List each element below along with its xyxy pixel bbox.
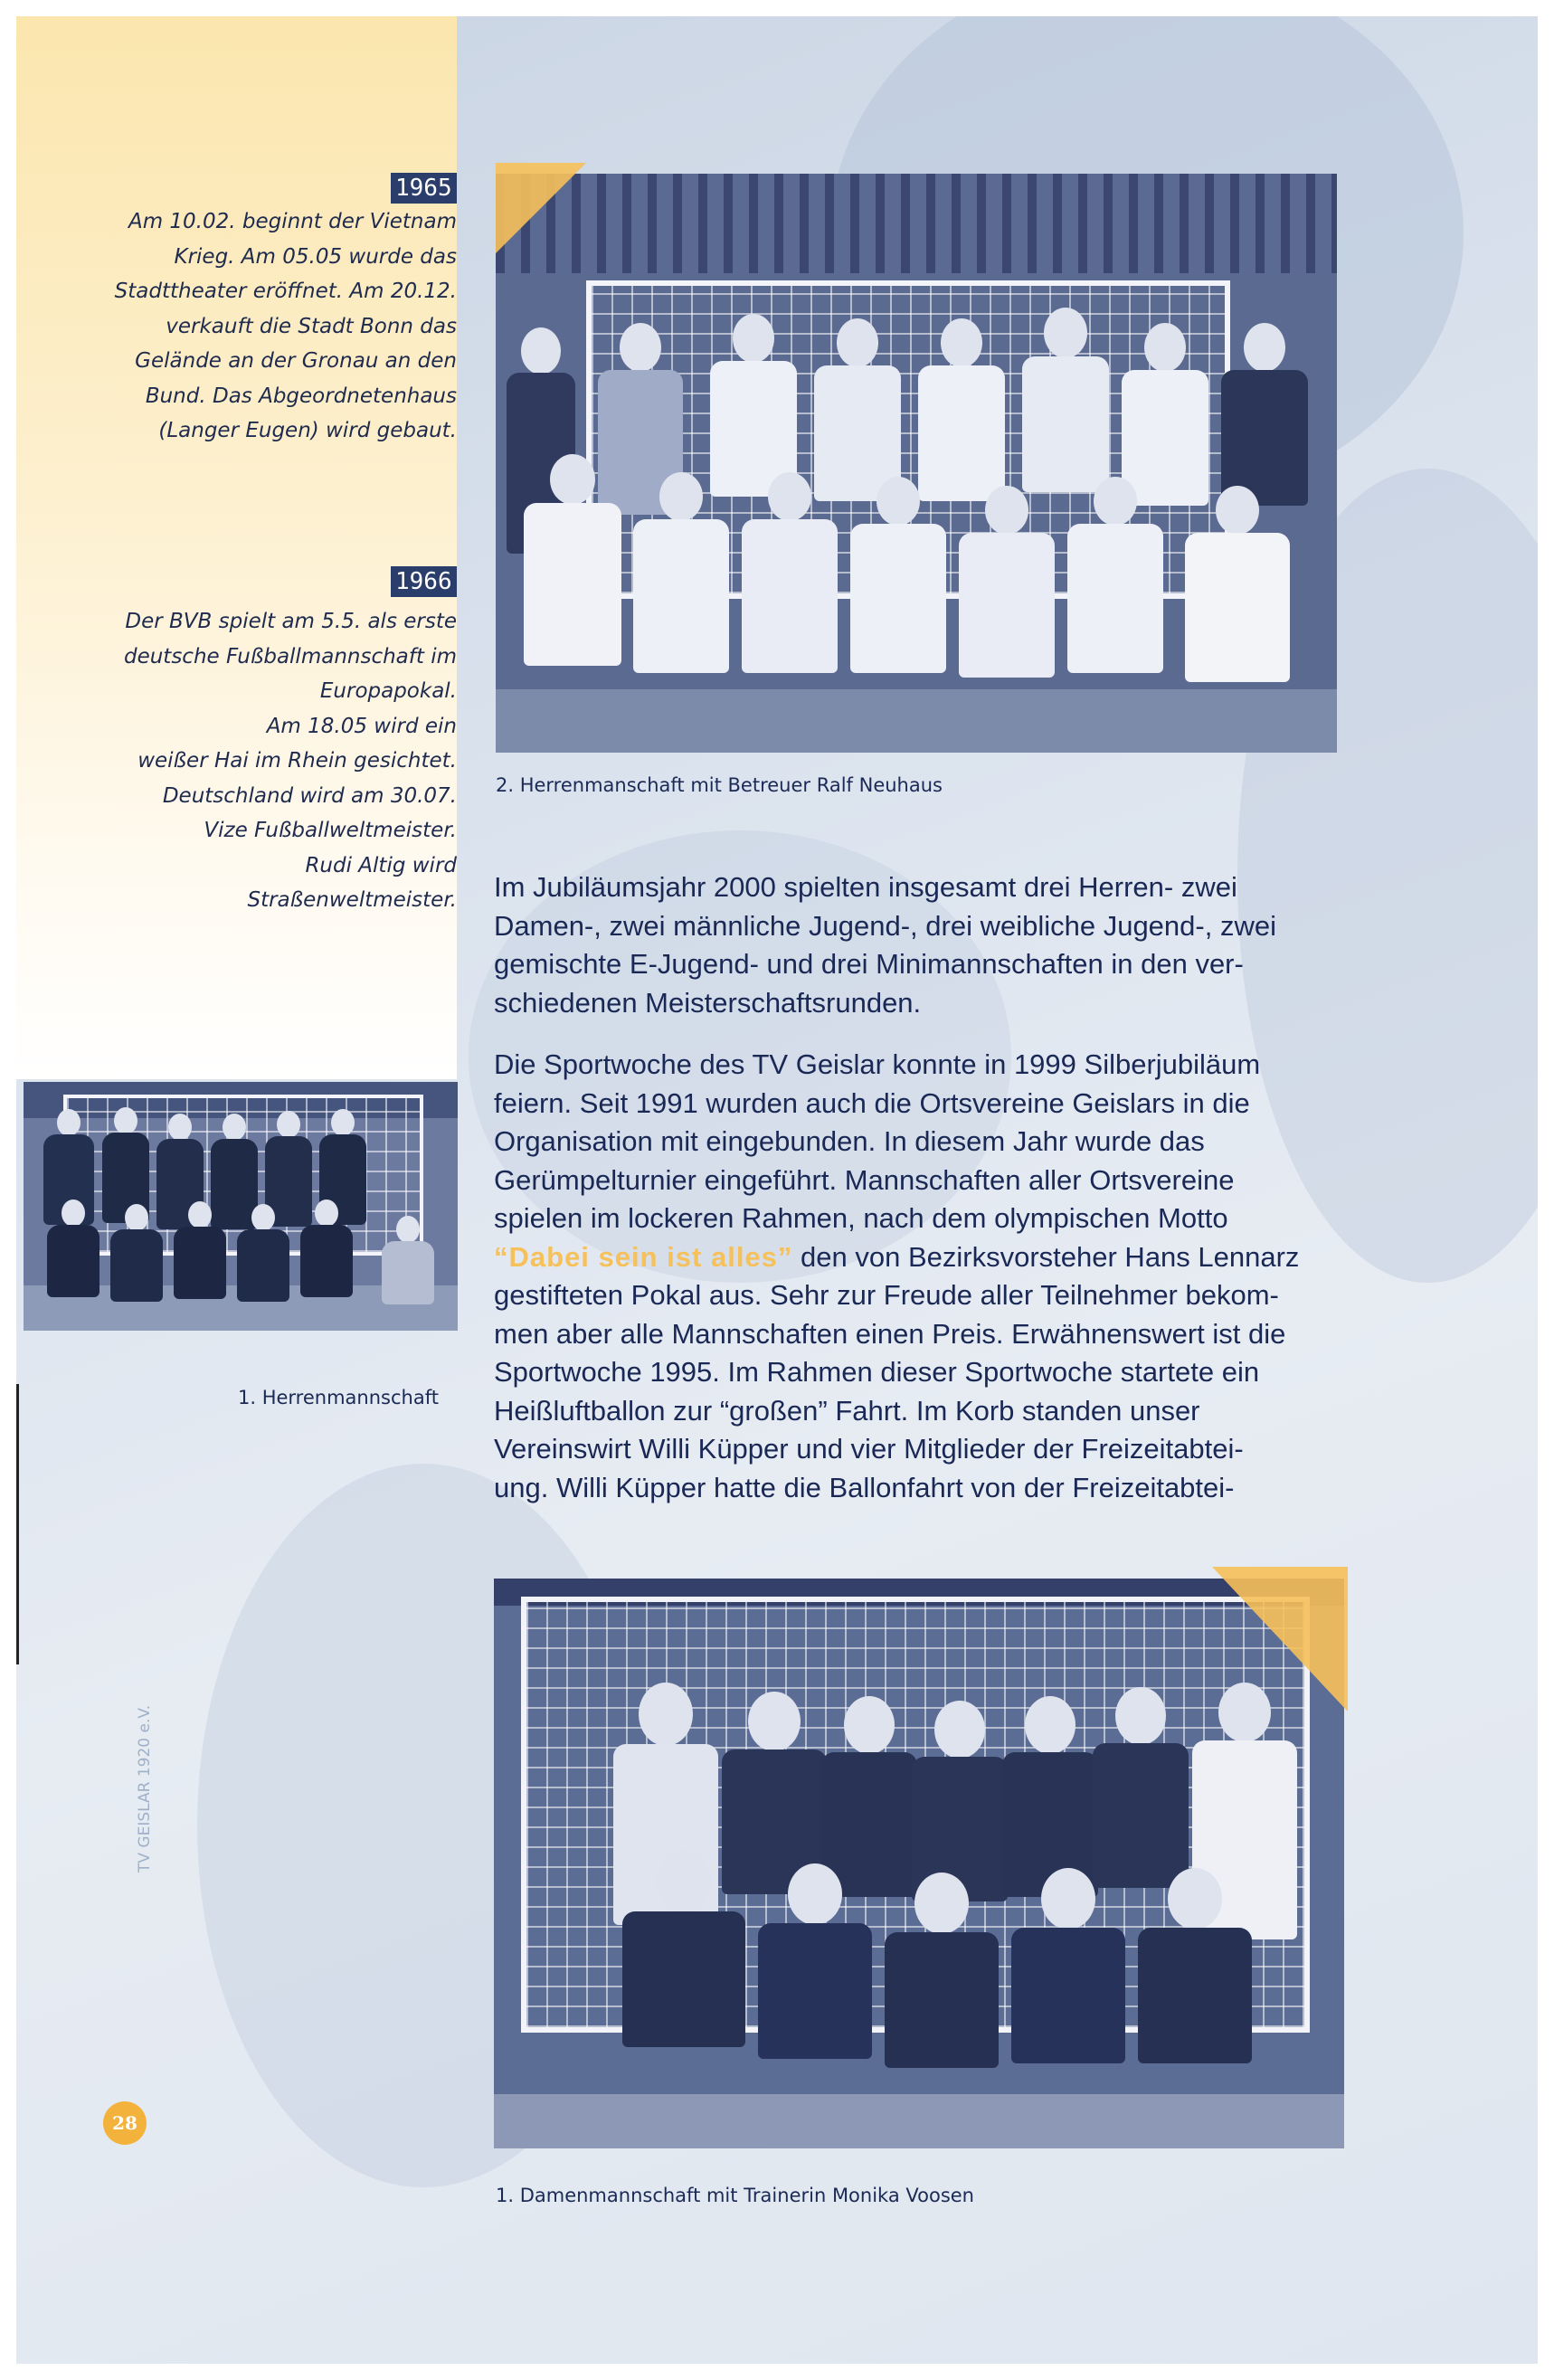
text-line: Damen-, zwei männliche Jugend-, drei weibliche Jugend-, zwei bbox=[494, 909, 1276, 942]
text-line: ung. Willi Küpper hatte die Ballonfahrt von der Freizeitabtei- bbox=[494, 1471, 1235, 1503]
player bbox=[173, 1201, 227, 1310]
player bbox=[631, 472, 731, 744]
player bbox=[621, 1850, 747, 2121]
player bbox=[46, 1199, 100, 1308]
timeline-line: Europapokal. bbox=[319, 679, 457, 703]
player bbox=[1183, 486, 1292, 753]
timeline-line: Straßenweltmeister. bbox=[247, 888, 457, 912]
text-line: Gerümpelturnier eingeführt. Mannschaften aller Ortsvereine bbox=[494, 1163, 1235, 1196]
caption-men-2: 2. Herrenmanschaft mit Betreuer Ralf Neuhaus bbox=[496, 774, 943, 796]
text-line: schiedenen Meisterschaftsrunden. bbox=[494, 986, 922, 1019]
player bbox=[848, 477, 948, 748]
caption-women-1: 1. Damenmannschaft mit Trainerin Monika Voosen bbox=[496, 2185, 974, 2206]
timeline-line: Rudi Altig wird bbox=[305, 853, 457, 877]
timeline-line: Krieg. Am 05.05 wurde das bbox=[174, 244, 457, 269]
timeline-line: Deutschland wird am 30.07. bbox=[162, 783, 457, 808]
timeline-line: Am 18.05 wird ein bbox=[266, 714, 457, 738]
motto-rest: den von Bezirksvorsteher Hans Lennarz bbox=[792, 1240, 1300, 1273]
timeline-entry-1965 bbox=[115, 204, 457, 449]
accent-triangle bbox=[496, 163, 586, 253]
text-line: feiern. Seit 1991 wurden auch die Ortsvereine Geislars in die bbox=[494, 1086, 1250, 1119]
text-line: Im Jubiläumsjahr 2000 spielten insgesamt drei Herren- zwei bbox=[494, 871, 1237, 903]
timeline-line: Am 10.02. beginnt der Vietnam bbox=[128, 210, 457, 233]
text-line: gemischte E-Jugend- und drei Minimannschaften in den ver- bbox=[494, 948, 1244, 980]
year-tag-1965: 1965 bbox=[391, 173, 457, 204]
gym-wall bbox=[496, 174, 1337, 273]
text-line: Heißluftballon zur “großen” Fahrt. Im Korb standen unser bbox=[494, 1394, 1200, 1427]
player bbox=[299, 1199, 354, 1308]
player bbox=[957, 486, 1057, 753]
team-photo-men-2 bbox=[496, 174, 1337, 753]
left-edge-rule bbox=[16, 1384, 19, 1664]
player bbox=[756, 1863, 874, 2135]
text-line: Organisation mit eingebunden. In diesem Jahr wurde das bbox=[494, 1125, 1205, 1157]
timeline-line: deutsche Fußballmannschaft im bbox=[123, 644, 457, 668]
timeline-line: verkauft die Stadt Bonn das bbox=[166, 314, 457, 338]
article-paragraph-1 bbox=[494, 868, 1362, 1022]
player bbox=[1066, 477, 1165, 748]
timeline-line: Gelände an der Gronau an den bbox=[135, 349, 457, 373]
text-line: men aber alle Mannschaften einen Preis. Erwähnenswert ist die bbox=[494, 1317, 1286, 1350]
player bbox=[740, 472, 839, 744]
timeline-line: (Langer Eugen) wird gebaut. bbox=[158, 419, 457, 442]
player bbox=[109, 1204, 164, 1313]
page-number: 28 bbox=[103, 2101, 147, 2145]
player bbox=[883, 1873, 1000, 2144]
timeline-line: weißer Hai im Rhein gesichtet. bbox=[137, 749, 457, 773]
text-line: Sportwoche 1995. Im Rahmen dieser Sportwoche startete ein bbox=[494, 1356, 1260, 1388]
text-line: gestifteten Pokal aus. Sehr zur Freude aller Teilnehmer bekom- bbox=[494, 1279, 1279, 1311]
player bbox=[1136, 1868, 1254, 2139]
text-line bbox=[494, 1238, 1362, 1277]
player bbox=[381, 1216, 435, 1315]
year-tag-1966: 1966 bbox=[391, 566, 457, 597]
timeline-entry-1966 bbox=[124, 604, 457, 918]
timeline-line: Bund. Das Abgeordnetenhaus bbox=[145, 384, 457, 408]
text-line: Die Sportwoche des TV Geislar konnte in 1999 Silberjubiläum bbox=[494, 1048, 1261, 1080]
text-line: Vereinswirt Willi Küpper und vier Mitglieder der Freizeitabtei- bbox=[494, 1433, 1244, 1465]
accent-triangle bbox=[1212, 1567, 1348, 1712]
timeline-line: Der BVB spielt am 5.5. als erste bbox=[125, 610, 457, 633]
player bbox=[523, 454, 622, 725]
article-paragraph-2 bbox=[494, 1046, 1362, 1507]
motto-highlight: “Dabei sein ist alles” bbox=[494, 1240, 793, 1273]
player bbox=[1009, 1868, 1127, 2139]
club-name-vertical: TV GEISLAR 1920 e.V. bbox=[136, 1704, 154, 1873]
team-photo-men-1 bbox=[24, 1082, 458, 1331]
player bbox=[236, 1204, 290, 1313]
timeline-line: Vize Fußballweltmeister. bbox=[204, 819, 457, 842]
timeline-line: Stadttheater eröffnet. Am 20.12. bbox=[114, 280, 457, 303]
text-line: spielen im lockeren Rahmen, nach dem olympischen Motto bbox=[494, 1202, 1228, 1234]
caption-men-1: 1. Herrenmannschaft bbox=[238, 1387, 439, 1408]
